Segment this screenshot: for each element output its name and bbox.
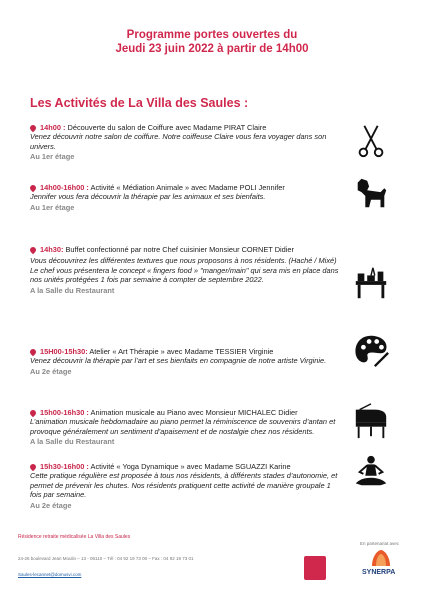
title-line2: Jeudi 23 juin 2022 à partir de 14h00 xyxy=(115,43,309,55)
activity-location: A la Salle du Restaurant xyxy=(30,437,115,447)
footer-address: 24-26 boulevard Jean Moulin – 13 - 06110 – Tél : 04 92 19 73 00 – Fax : 04 92 19 73 01 xyxy=(18,556,194,561)
activity-location: Au 1er étage xyxy=(30,152,75,162)
activity-title: Buffet confectionné par notre Chef cuisinier Monsieur CORNET Didier xyxy=(63,245,295,254)
activity-art-therapie xyxy=(30,347,340,376)
partner-text: En partenariat avec xyxy=(360,541,400,546)
activity-title: Animation musicale au Piano avec Monsieur MICHALEC Didier xyxy=(88,408,298,417)
footer-email[interactable]: Saules-lecannet@domusvi.com xyxy=(18,572,82,577)
activity-location: A la Salle du Restaurant xyxy=(30,285,115,295)
piano-icon xyxy=(352,402,390,440)
activity-time: 14h00 : xyxy=(40,123,66,132)
activity-mediation xyxy=(30,183,340,212)
activity-location: Au 1er étage xyxy=(30,202,75,212)
activity-piano xyxy=(30,408,340,447)
activity-desc: Venez découvrir la thérapie par l’art et ses bienfaits en compagnie de notre artiste Virginie. xyxy=(30,356,327,366)
activity-desc: Venez découvrir notre salon de coiffure. Notre coiffeuse Claire vous fera voyager dans son univers. xyxy=(30,132,327,151)
section-heading: Les Activités de La Villa des Saules : xyxy=(30,96,249,110)
bullet-icon xyxy=(29,463,37,471)
buffet-icon xyxy=(352,264,390,302)
yoga-icon xyxy=(352,453,390,491)
synerpa-logo-text: SYNERPA xyxy=(362,569,396,576)
activity-title: Atelier « Art Thérapie » avec Madame TESSIER Virginie xyxy=(87,347,274,356)
synerpa-logo-icon xyxy=(368,548,394,568)
palette-icon xyxy=(352,332,390,370)
bullet-icon xyxy=(29,124,37,132)
activity-title: Activité « Yoga Dynamique » avec Madame SGUAZZI Karine xyxy=(88,462,291,471)
activity-location: Au 2e étage xyxy=(30,366,72,376)
activity-title: Activité « Médiation Animale » avec Madame POLI Jennifer xyxy=(88,183,285,192)
bullet-icon xyxy=(29,246,37,254)
activity-time: 15h00-16h30 : xyxy=(40,408,89,417)
activity-desc: L’animation musicale hebdomadaire au piano permet la réminiscence de souvenirs d’antan et provoque généralement un sentiment d’apaisement et de nostalgie chez nos résidents. xyxy=(30,417,336,436)
scissors-icon xyxy=(352,122,390,160)
bullet-icon xyxy=(29,184,37,192)
activity-time: 15h30-16h00 : xyxy=(40,462,89,471)
activity-location: Au 2e étage xyxy=(30,500,72,510)
dog-icon xyxy=(352,175,390,213)
footer-org: Résidence retraite médicalisée La Villa des Saules xyxy=(18,534,131,540)
activity-time: 14h30: xyxy=(40,245,64,254)
activity-time: 14h00-16h00 : xyxy=(40,183,89,192)
bullet-icon xyxy=(29,409,37,417)
partner-logo-image xyxy=(304,556,326,580)
activity-yoga xyxy=(30,462,340,510)
title-line1: Programme portes ouvertes du xyxy=(126,29,298,41)
activity-time: 15H00-15h30: xyxy=(40,347,88,356)
activity-title: Découverte du salon de Coiffure avec Madame PIRAT Claire xyxy=(65,123,267,132)
activity-buffet xyxy=(30,245,340,295)
activity-desc: Vous découvrirez les différentes textures que nous proposons à nos résidents. (Haché / Mixé) Le chef vous présentera le concept « fingers food » "manger/main" qui sera mis en place dans nos unités protégées 1 fois par semaine à compter de septembre 2022. xyxy=(30,256,339,285)
activity-desc: Jennifer vous fera découvrir la thérapie par les animaux et ses bienfaits. xyxy=(30,192,266,202)
bullet-icon xyxy=(29,348,37,356)
activity-desc: Cette pratique régulière est proposée à tous nos résidents, à différents stades d’autonomie, et permet de prévenir les chutes. Nos résidents pratiquent cette activité de manière groupale 1 fois par semaine. xyxy=(30,471,338,500)
activity-coiffure xyxy=(30,123,340,162)
